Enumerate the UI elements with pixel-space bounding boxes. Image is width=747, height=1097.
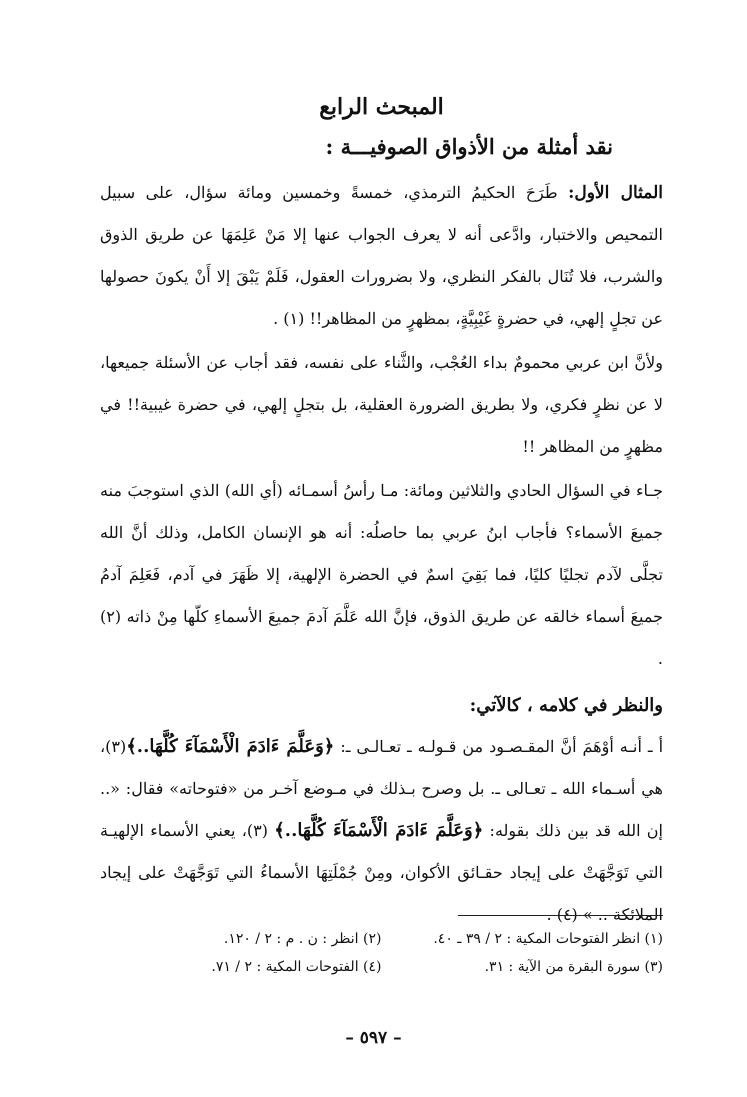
footnote-2: (٢) انظر : ن . م : ٢ / ١٢٠. <box>223 931 382 947</box>
chapter-subtitle: نقد أمثلة من الأذواق الصوفيـــة : <box>325 134 613 159</box>
footnote-row <box>100 925 663 953</box>
footnotes <box>100 925 663 981</box>
paragraph-3-text: جـاء في السؤال الحادي والثلاثين ومائة: مـا رأسُ أسمـائه (أي الله) الذي استوجبَ منه جميعَ الأسماء؟ فأجاب ابنُ عربي بما حاصلُه: أنه هو الإنسان الكامل، وذلك أنَّ الله تجلَّى لآدم تجليًا كليًا، فما بَقِيَ اسمٌ في الحضرة الإلهية، إلا ظَهَرَ في آدم، فَعَلِمَ آدمُ جميعَ أسماء خالقه عن طريق الذوق، فإنَّ الله عَلَّمَ آدمَ جميعَ الأسماءِ كلّها مِنْ ذاته (٢) . <box>100 481 663 668</box>
footnote-rule <box>458 915 663 916</box>
chapter-title: المبحث الرابع <box>319 94 444 120</box>
main-text <box>100 92 663 936</box>
paragraph-2 <box>100 342 663 468</box>
paragraph-1 <box>100 172 663 340</box>
footnote-row <box>100 953 663 981</box>
quran-verse-2: ﴿وَعَلَّمَ ءَادَمَ الْأَسْمَآءَ كُلَّهَا..﴾ <box>274 820 484 841</box>
footnote-4: (٤) الفتوحات المكية : ٢ / ٧١. <box>211 959 382 975</box>
footnote-3: (٣) سورة البقرة من الآية : ٣١. <box>484 959 663 975</box>
paragraph-1-lead: المثال الأول: <box>568 183 663 203</box>
page-number: – ٥٩٧ – <box>345 1028 402 1048</box>
footnote-1: (١) انظر الفتوحات المكية : ٢ / ٣٩ ـ ٤٠. <box>433 931 663 947</box>
point-a <box>100 726 663 936</box>
point-a-part-1: أ ـ أنـه أوْهَمَ أنَّ المقـصـود من قـولـه ـ تعـالـى ـ: <box>334 737 664 756</box>
quran-verse-1: ﴿وَعَلَّمَ ءَادَمَ الْأَسْمَآءَ كُلَّهَا..﴾ <box>126 736 335 757</box>
section-heading: والنظر في كلامه ، كالآتي: <box>469 695 663 716</box>
point-a-part-2: (٣)، هي أسـماء الله ـ تعـالى ـ. بل وصرح بـذلك في مـوضع آخـر من «فتوحاته» فقال: «.. إن الله قد بين ذلك بقوله: <box>100 737 664 840</box>
point-a-part-3: (٣)، يعني الأسماء الإلهيـة التي تَوَجَّهَتْ على إيجاد حقـائق الأكوان، ومِنْ جُمْلَتِهَا الأسماءُ التي تَوَجَّهَتْ على إيجاد الملائكة .. » (٤) . <box>100 821 663 924</box>
paragraph-2-text: ولأنَّ ابن عربي محمومٌ بداء العُجْب، والثَّناء على نفسه، فقد أجاب عن الأسئلة جميعها، لا عن نظرٍ فكري، ولا بطريق الضرورة العقلية، بل بتجلٍ إلهي، في حضرة غيبية!! في مظهرٍ من المظاهر !! <box>100 353 664 456</box>
paragraph-3 <box>100 470 663 680</box>
paragraph-1-text: طَرَحَ الحكيمُ الترمذي، خمسةً وخمسين ومائة سؤال، على سبيل التمحيص والاختبار، وادَّعى أنه لا يعرف الجواب عنها إلا مَنْ عَلِمَهَا عن طريق الذوق والشرب، فلا تُنَال بالفكر النظري، ولا بضرورات العقول، فَلَمْ يَبْقَ إلا أَنْ يكونَ حصولها عن تجلٍ إلهي، في حضرةٍ غَيْبِيَّةٍ، بمظهرٍ من المظاهر!! (١) . <box>100 183 663 328</box>
